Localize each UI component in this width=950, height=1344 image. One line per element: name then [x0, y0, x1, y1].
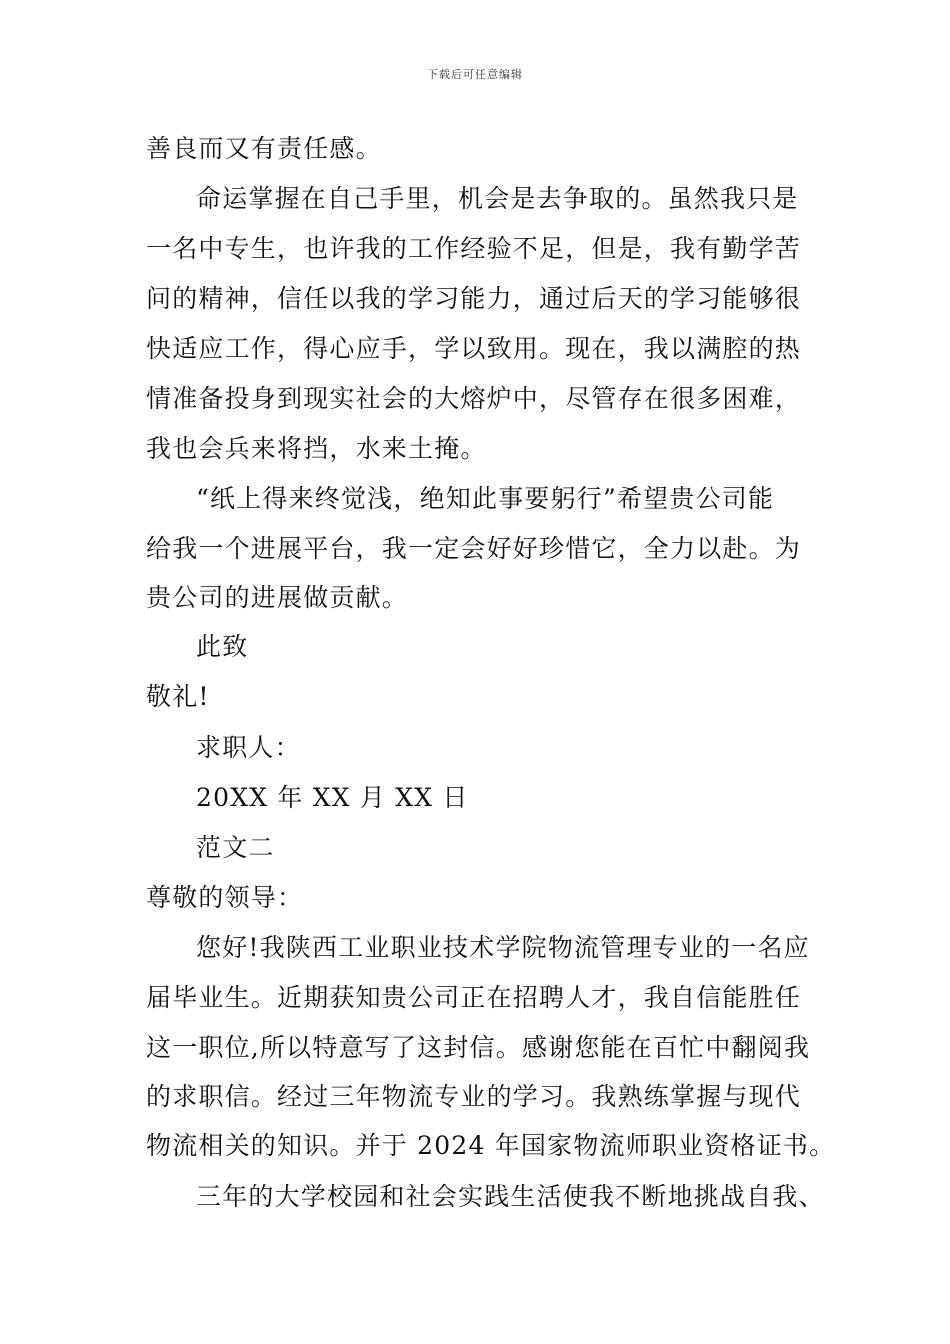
- text-line: 的求职信。经过三年物流专业的学习。我熟练掌握与现代: [146, 1082, 802, 1111]
- text-line: 您好!我陕西工业职业技术学院物流管理专业的一名应: [196, 933, 810, 962]
- text-line: 我也会兵来将挡，水来土掩。: [146, 434, 487, 463]
- text-line: 命运掌握在自己手里，机会是去争取的。虽然我只是: [196, 184, 799, 213]
- closing-phrase: 此致: [196, 632, 249, 661]
- text-line: 情准备投身到现实社会的大熔炉中，尽管存在很多困难，: [146, 384, 802, 413]
- date-line: 20XX 年 XX 月 XX 日: [196, 783, 469, 812]
- text-line: 三年的大学校园和社会实践生活使我不断地挑战自我、: [196, 1182, 825, 1211]
- text-line: 问的精神，信任以我的学习能力，通过后天的学习能够很: [146, 284, 802, 313]
- section-title: 范文二: [196, 833, 275, 862]
- salutation-closing: 敬礼!: [146, 682, 210, 711]
- text-line: 快适应工作，得心应手，学以致用。现在，我以满腔的热: [146, 334, 802, 363]
- page-header-note: 下载后可任意编辑: [427, 68, 523, 81]
- text-line: 一名中专生，也许我的工作经验不足，但是，我有勤学苦: [146, 234, 802, 263]
- text-line: 善良而又有责任感。: [146, 134, 382, 163]
- text-line: 这一职位,所以特意写了这封信。感谢您能在百忙中翻阅我: [146, 1033, 811, 1062]
- text-line: 给我一个进展平台，我一定会好好珍惜它，全力以赴。为: [146, 534, 802, 563]
- text-line: 物流相关的知识。并于 2024 年国家物流师职业资格证书。: [146, 1131, 836, 1160]
- text-line: 届毕业生。近期获知贵公司正在招聘人才，我自信能胜任: [146, 983, 802, 1012]
- text-line: “纸上得来终觉浅，绝知此事要躬行”希望贵公司能: [196, 484, 775, 513]
- text-line: 贵公司的进展做贡献。: [146, 583, 409, 612]
- signature-label: 求职人：: [196, 733, 301, 762]
- greeting-line: 尊敬的领导：: [146, 883, 304, 912]
